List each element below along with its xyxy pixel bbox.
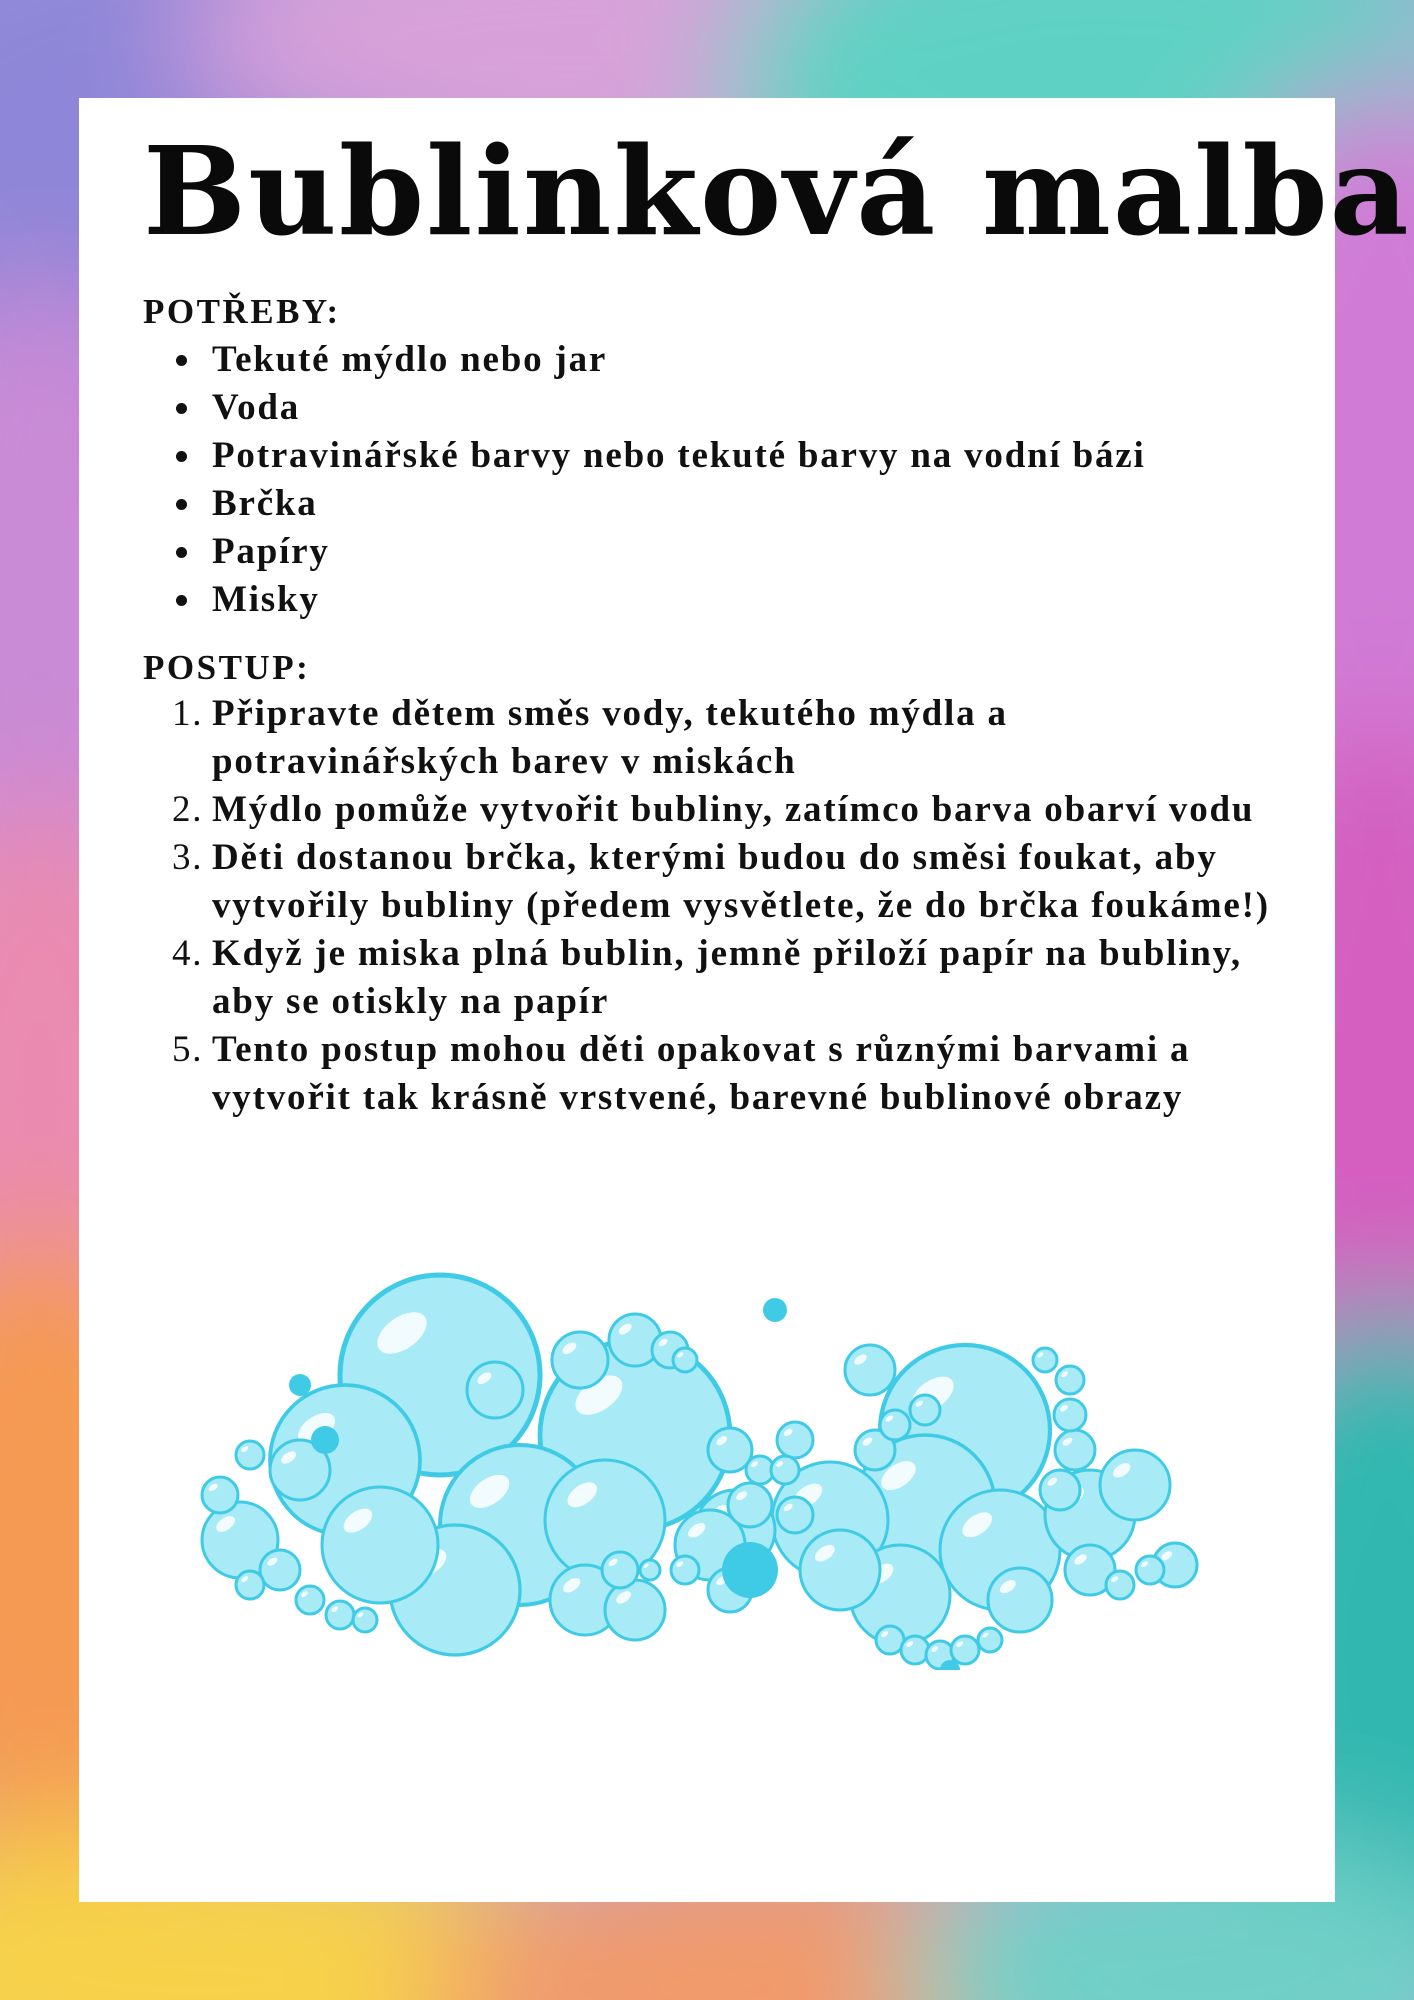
step-number: 5.	[172, 1029, 204, 1070]
steps-heading: POSTUP:	[143, 648, 311, 687]
bubble	[353, 1608, 377, 1632]
supplies-item	[168, 432, 1146, 480]
bullet-icon	[176, 547, 187, 558]
bubble-dot	[289, 1374, 311, 1396]
steps-list	[168, 690, 1298, 1122]
supplies-item-text: Voda	[212, 387, 301, 428]
bubble-dot	[311, 1426, 339, 1454]
bubble	[1040, 1470, 1080, 1510]
supplies-item-text: Misky	[212, 579, 320, 620]
bubble-dot	[722, 1542, 778, 1598]
bullet-icon	[176, 451, 187, 462]
bubble	[1055, 1430, 1095, 1470]
bubble	[901, 1636, 929, 1664]
bubble	[1056, 1366, 1084, 1394]
step-item	[168, 930, 1298, 1026]
step-number: 2.	[172, 789, 204, 830]
bubble	[202, 1477, 238, 1513]
bubble	[467, 1362, 523, 1418]
bubble	[771, 1456, 799, 1484]
supplies-item-text: Potravinářské barvy nebo tekuté barvy na vodní bázi	[212, 435, 1146, 476]
supplies-item	[168, 480, 1146, 528]
bullet-icon	[176, 403, 187, 414]
bubble	[322, 1487, 438, 1603]
step-text: Připravte dětem směs vody, tekutého mýdla a potravinářských barev v miskách	[212, 693, 1008, 782]
bullet-icon	[176, 499, 187, 510]
bubble	[845, 1345, 895, 1395]
supplies-item	[168, 384, 1146, 432]
bullet-icon	[176, 595, 187, 606]
step-item	[168, 690, 1298, 786]
bullet-icon	[176, 355, 187, 366]
page-title: Bublinková malba	[143, 119, 1411, 263]
bubble	[602, 1552, 638, 1588]
step-text: Když je miska plná bublin, jemně přiloží papír na bubliny, aby se otiskly na papír	[212, 933, 1242, 1022]
bubble	[1136, 1556, 1164, 1584]
bubble	[1054, 1399, 1086, 1431]
bubble	[552, 1332, 608, 1388]
bubble	[800, 1530, 880, 1610]
bubble	[978, 1628, 1002, 1652]
bubble	[605, 1580, 665, 1640]
bubble	[1033, 1348, 1057, 1372]
step-item	[168, 834, 1298, 930]
step-number: 1.	[172, 693, 204, 734]
step-text: Tento postup mohou děti opakovat s různými barvami a vytvořit tak krásně vrstvené, barevné bublinové obrazy	[212, 1029, 1191, 1118]
bubble	[260, 1550, 300, 1590]
bubble	[1106, 1571, 1134, 1599]
supplies-heading: POTŘEBY:	[143, 292, 341, 331]
step-text: Děti dostanou brčka, kterými budou do směsi foukat, aby vytvořily bubliny (předem vysvětlete, že do brčka foukáme!)	[212, 837, 1270, 926]
supplies-item	[168, 336, 1146, 384]
step-item	[168, 786, 1298, 834]
soap-bubbles-illustration	[190, 1270, 1220, 1670]
bubble	[880, 1410, 910, 1440]
bubble	[296, 1586, 324, 1614]
step-text: Mýdlo pomůže vytvořit bubliny, zatímco barva obarví vodu	[212, 789, 1255, 830]
supplies-item	[168, 528, 1146, 576]
bubble	[640, 1560, 660, 1580]
supplies-item	[168, 576, 1146, 624]
supplies-item-text: Papíry	[212, 531, 330, 572]
bubble	[910, 1395, 940, 1425]
step-item	[168, 1026, 1298, 1122]
supplies-item-text: Tekuté mýdlo nebo jar	[212, 339, 608, 380]
bubble	[326, 1601, 354, 1629]
bubble	[728, 1483, 772, 1527]
step-number: 3.	[172, 837, 204, 878]
bubble	[236, 1441, 264, 1469]
supplies-item-text: Brčka	[212, 483, 318, 524]
step-number: 4.	[172, 933, 204, 974]
supplies-list	[168, 336, 1146, 624]
bubble-dot	[763, 1298, 787, 1322]
bubble	[673, 1348, 697, 1372]
bubble	[671, 1556, 699, 1584]
bubble	[951, 1636, 979, 1664]
bubble	[777, 1422, 813, 1458]
bubble	[988, 1568, 1052, 1632]
bubble	[236, 1571, 264, 1599]
bubble	[1100, 1450, 1170, 1520]
bubble	[777, 1497, 813, 1533]
